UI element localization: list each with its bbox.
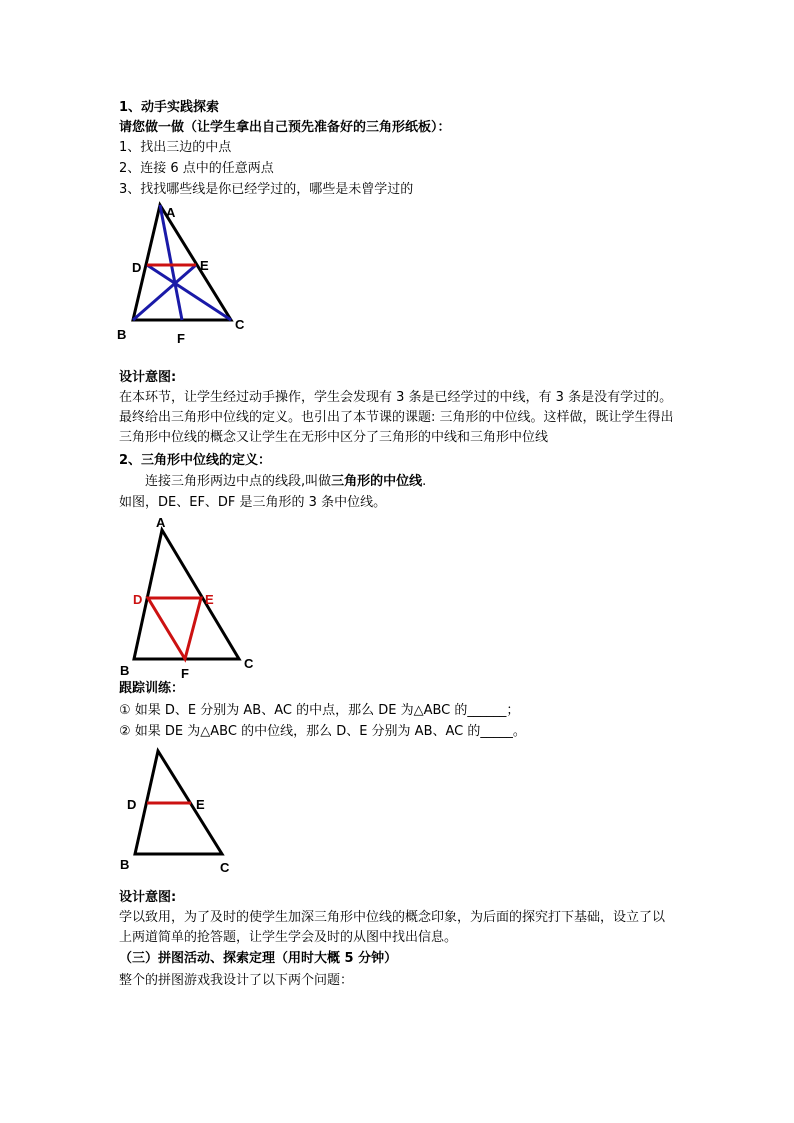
midline-triangle-def: [148, 598, 201, 659]
design2-heading: 设计意图:: [119, 890, 177, 905]
practice-heading: 跟踪训练：: [119, 681, 185, 696]
triangle-abc: [133, 205, 231, 320]
label-c: C: [244, 656, 254, 671]
step-3: 3、找找哪些线是你已经学过的，哪些是未曾学过的: [119, 182, 414, 197]
label-b: B: [117, 327, 127, 342]
figure2-triangle: [115, 512, 265, 682]
practice-question-2: ② 如果 DE 为△ABC 的中位线，那么 D、E 分别为 AB、AC 的_____。: [119, 724, 526, 739]
label-c: C: [235, 317, 245, 332]
design2-text: 学以致用，为了及时的使学生加深三角形中位线的概念印象，为后面的探究打下基础，设立了以上两道简单的抢答题，让学生学会及时的从图中找出信息。: [119, 910, 666, 945]
label-f: F: [177, 331, 185, 346]
label-b: B: [120, 857, 130, 872]
section3-heading: （三）拼图活动、探索定理（用时大概 5 分钟）: [119, 951, 398, 966]
label-e: E: [196, 797, 205, 812]
section3-text: 整个的拼图游戏我设计了以下两个问题：: [119, 973, 354, 988]
design1-heading: 设计意图:: [119, 370, 177, 385]
triangle-abc: [134, 530, 239, 659]
label-a: A: [166, 205, 176, 220]
label-e: E: [200, 258, 209, 273]
definition-prefix: 连接三角形两边中点的线段,叫做: [145, 474, 332, 489]
definition: [145, 472, 426, 492]
step-1: 1、找出三边的中点: [119, 140, 232, 155]
definition-term: 三角形的中位线: [331, 474, 423, 489]
practice-question-1: ① 如果 D、E 分别为 AB、AC 的中点，那么 DE 为△ABC 的______；: [119, 703, 520, 718]
definition-suffix: .: [422, 474, 427, 489]
label-d: D: [133, 592, 143, 607]
figure3-triangle: [115, 745, 245, 880]
section1-prompt: 请您做一做（让学生拿出自己预先准备好的三角形纸板）：: [119, 120, 451, 135]
step-2: 2、连接 6 点中的任意两点: [119, 161, 274, 176]
label-c: C: [220, 860, 230, 875]
label-f: F: [181, 666, 189, 681]
figure1-triangle: [115, 200, 255, 350]
label-a: A: [156, 515, 166, 530]
label-d: D: [132, 260, 142, 275]
label-b: B: [120, 663, 130, 678]
example-text: 如图，DE、EF、DF 是三角形的 3 条中位线。: [119, 495, 387, 510]
label-d: D: [127, 797, 137, 812]
label-e: E: [205, 592, 214, 607]
design1-text: 在本环节，让学生经过动手操作，学生会发现有 3 条是已经学过的中线，有 3 条是没有学过的。最终给出三角形中位线的定义。也引出了本节课的课题: 三角形的中位线。这样做，既让学生得出三角形中位线的概念又让学生在无形中区分了三角形的中线和三角形中位线: [119, 390, 674, 445]
median-cd: [147, 265, 231, 320]
section1-heading: 1、动手实践探索: [119, 100, 220, 115]
section2-heading: 2、三角形中位线的定义：: [119, 453, 272, 468]
